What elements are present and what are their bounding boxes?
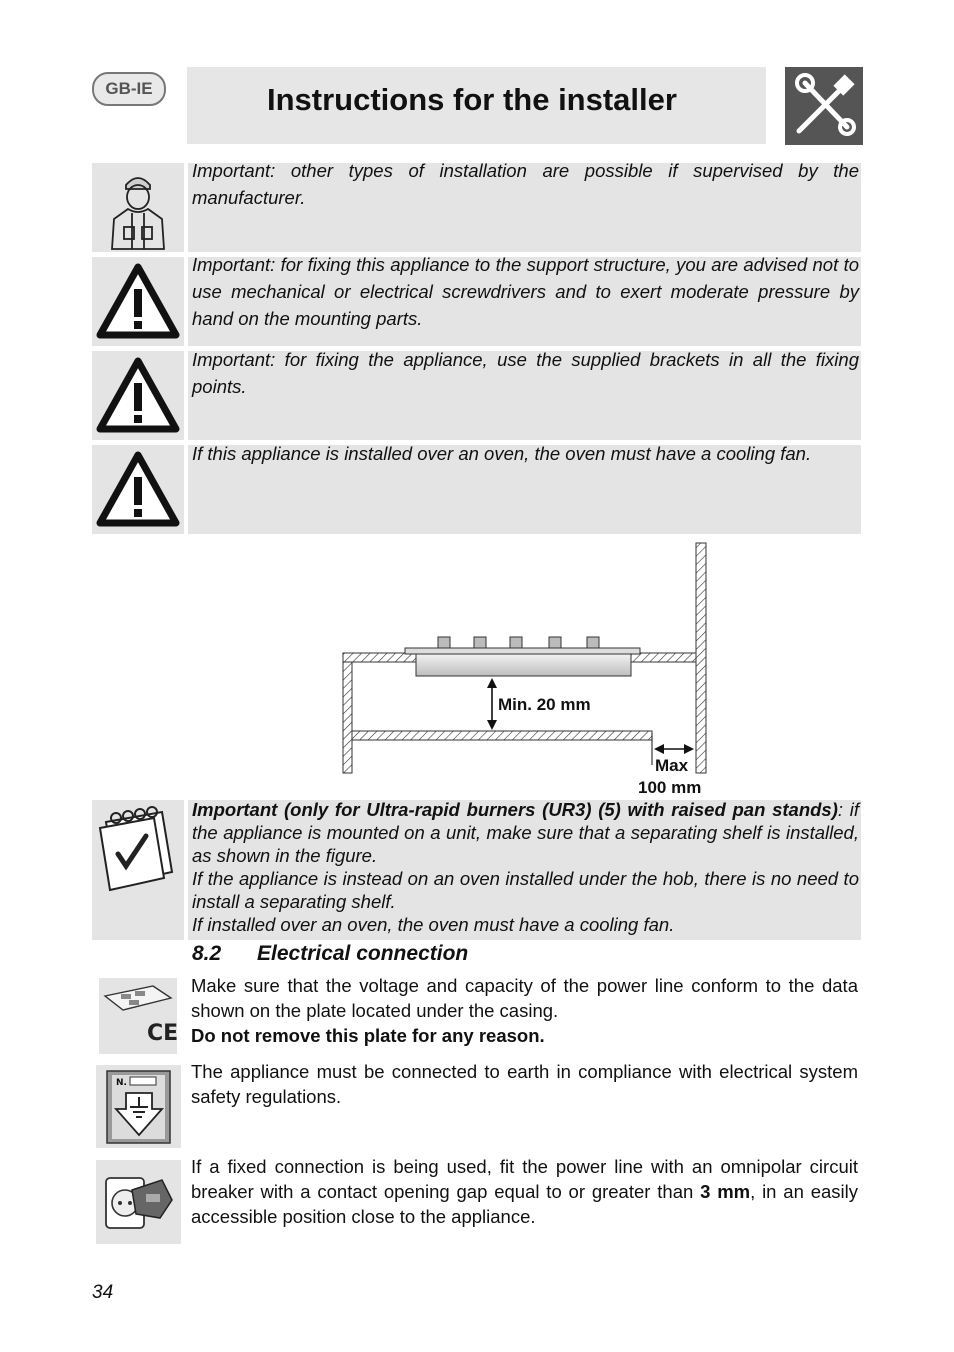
paragraph-text: , in an easily accessible position close to the appliance. xyxy=(191,1181,858,1227)
warning-triangle-icon xyxy=(92,257,184,346)
earth-ground-icon xyxy=(96,1065,181,1148)
svg-text:N.: N. xyxy=(116,1078,127,1088)
breaker-paragraph xyxy=(191,1154,858,1229)
plate-warning-text: Do not remove this plate for any reason. xyxy=(191,1025,545,1046)
note-text: : if the appliance is mounted on a unit, make sure that a separating shelf is installed, as shown in the figure. xyxy=(192,799,859,866)
note-text: Important: for fixing the appliance, use the supplied brackets in all the fixing points. xyxy=(192,349,859,397)
note-box xyxy=(188,800,861,940)
max-distance-label: Max xyxy=(655,756,689,775)
notepad-check-icon xyxy=(92,800,184,940)
max-distance-value: 100 mm xyxy=(638,778,702,797)
plug-socket-icon xyxy=(96,1160,181,1244)
note-box xyxy=(188,351,861,440)
warning-triangle-icon xyxy=(92,351,184,440)
note-box xyxy=(188,254,861,346)
note-text: If the appliance is instead on an oven installed under the hob, there is no need to install a separating shelf. xyxy=(192,868,859,912)
page-number: 34 xyxy=(92,1282,114,1303)
rating-plate-icon xyxy=(99,978,177,1054)
language-badge: GB-IE xyxy=(92,72,166,106)
svg-text:CE: CE xyxy=(147,1021,177,1046)
page-title: Instructions for the installer xyxy=(267,82,677,117)
min-distance-label: Min. 20 mm xyxy=(498,695,591,714)
note-text: If this appliance is installed over an oven, the oven must have a cooling fan. xyxy=(192,443,812,464)
section-number: 8.2 xyxy=(192,942,222,965)
installer-man-icon xyxy=(92,163,184,252)
warning-triangle-icon xyxy=(92,445,184,534)
note-bold-text: Important (only for Ultra-rapid burners (UR3) (5) with raised pan stands) xyxy=(192,799,838,820)
paragraph-text: If a fixed connection is being used, fit the power line with an omnipolar circuit breaker with a contact opening gap equal to or greater than xyxy=(191,1156,858,1202)
section-title: Electrical connection xyxy=(257,942,469,965)
earth-paragraph: The appliance must be connected to earth in compliance with electrical system safety regulations. xyxy=(191,1061,858,1107)
note-text: Important: for fixing this appliance to the support structure, you are advised not to use mechanical or electrical screwdrivers and to exert moderate pressure by hand on the mounting parts. xyxy=(192,254,859,329)
tools-icon xyxy=(785,67,863,145)
voltage-paragraph xyxy=(191,973,858,1048)
paragraph-text: Make sure that the voltage and capacity of the power line conform to the data shown on the plate located under the casing. xyxy=(191,975,858,1021)
gap-value: 3 mm xyxy=(700,1181,751,1202)
note-text: Important: other types of installation are possible if supervised by the manufacturer. xyxy=(192,160,859,208)
note-text: If installed over an oven, the oven must have a cooling fan. xyxy=(192,914,675,935)
ultra-rapid-note-text xyxy=(192,798,859,867)
note-box xyxy=(188,445,861,534)
note-box xyxy=(188,160,861,252)
